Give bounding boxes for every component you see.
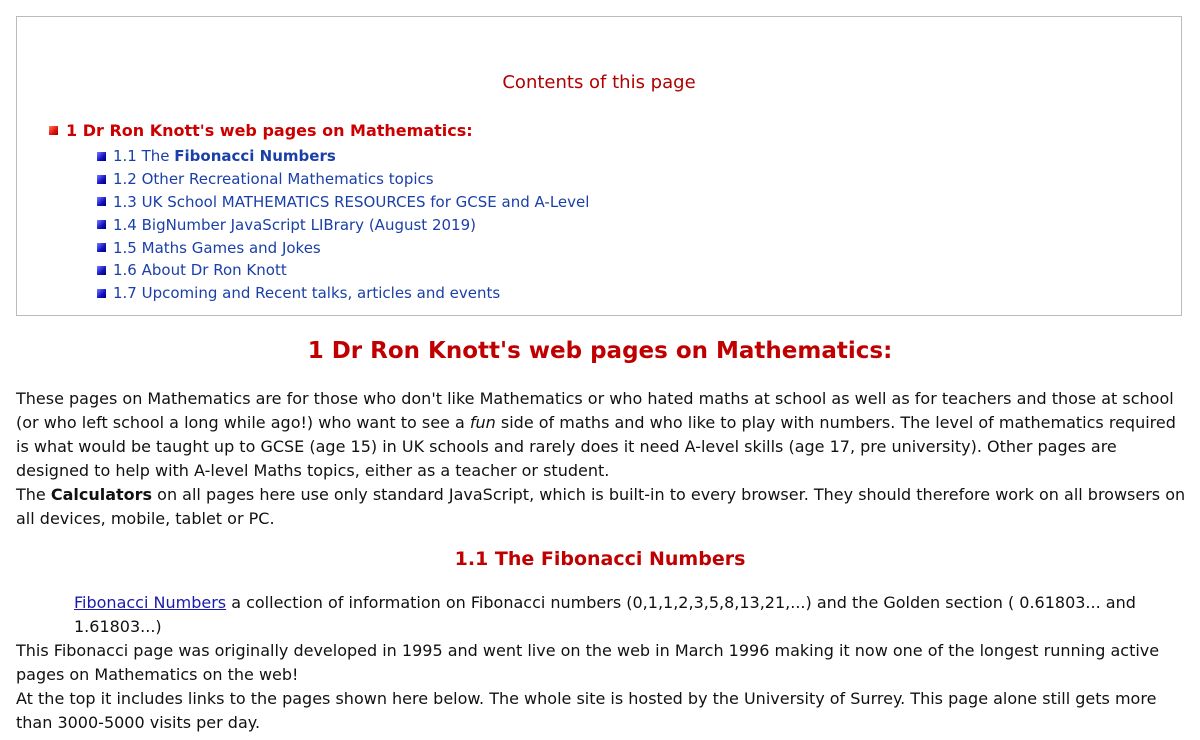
section-1-1-heading: 1.1 The Fibonacci Numbers — [454, 548, 746, 570]
blue-square-bullet-icon — [97, 175, 106, 184]
toc-item — [97, 168, 589, 191]
blue-square-bullet-icon — [97, 289, 106, 298]
toc-item — [97, 236, 589, 259]
toc-link-recreational[interactable]: 1.2 Other Recreational Mathematics topics — [113, 170, 434, 189]
toc-sublist — [97, 145, 589, 305]
table-of-contents — [16, 16, 1182, 316]
red-square-bullet-icon — [49, 126, 58, 135]
blue-square-bullet-icon — [97, 197, 106, 206]
toc-item — [97, 145, 589, 168]
toc-link-section-1-label: 1 Dr Ron Knott's web pages on Mathematics: — [66, 121, 473, 140]
toc-title: Contents of this page — [502, 72, 696, 93]
section-1-heading: 1 Dr Ron Knott's web pages on Mathematics: — [307, 338, 893, 364]
blue-square-bullet-icon — [97, 152, 106, 161]
toc-link-games-jokes[interactable]: 1.5 Maths Games and Jokes — [113, 238, 321, 257]
toc-item — [97, 191, 589, 214]
toc-link-fibonacci[interactable]: 1.1 The Fibonacci Numbers — [113, 147, 336, 166]
toc-link-section-1[interactable] — [49, 121, 473, 140]
toc-item — [97, 259, 589, 282]
toc-link-school-resources[interactable]: 1.3 UK School MATHEMATICS RESOURCES for GCSE and A-Level — [113, 192, 590, 211]
blue-square-bullet-icon — [97, 220, 106, 229]
toc-item — [97, 282, 589, 305]
intro-paragraph: These pages on Mathematics are for those who don't like Mathematics or who hated maths at school as well as for teachers and those at school (or who left school a long while ago!) who want to see a fun side of maths and who like to play with numbers. The level of mathematics required is what would be taught up to GCSE (age 15) in UK schools and rarely does it need A-level skills (age 17, pre university). Other pages are designed to help with A-level Maths topics, either as a teacher or student. The Calculators on all pages here use only standard JavaScript, which is built-in to every browser. They should therefore work on all browsers on all devices, mobile, tablet or PC. — [16, 389, 1186, 528]
toc-link-talks[interactable]: 1.7 Upcoming and Recent talks, articles and events — [113, 284, 501, 303]
fibonacci-history-paragraph: This Fibonacci page was originally developed in 1995 and went live on the web in March 1996 making it now one of the longest running active pages on Mathematics on the web! At the top it includes links to the pages shown here below. The whole site is hosted by the University of Surrey. This page alone still gets more than 3000-5000 visits per day. — [16, 641, 1160, 732]
blue-square-bullet-icon — [97, 266, 106, 275]
fibonacci-numbers-link[interactable]: Fibonacci Numbers — [74, 593, 227, 612]
blue-square-bullet-icon — [97, 243, 106, 252]
toc-link-about[interactable]: 1.6 About Dr Ron Knott — [113, 261, 287, 280]
fibonacci-link-paragraph: Fibonacci Numbers a collection of information on Fibonacci numbers (0,1,1,2,3,5,8,13,21,...) and the Golden section ( 0.61803... and 1.61803...) — [74, 593, 1136, 636]
toc-item — [97, 213, 589, 236]
toc-link-bignumber[interactable]: 1.4 BigNumber JavaScript LIBrary (August 2019) — [113, 215, 476, 234]
